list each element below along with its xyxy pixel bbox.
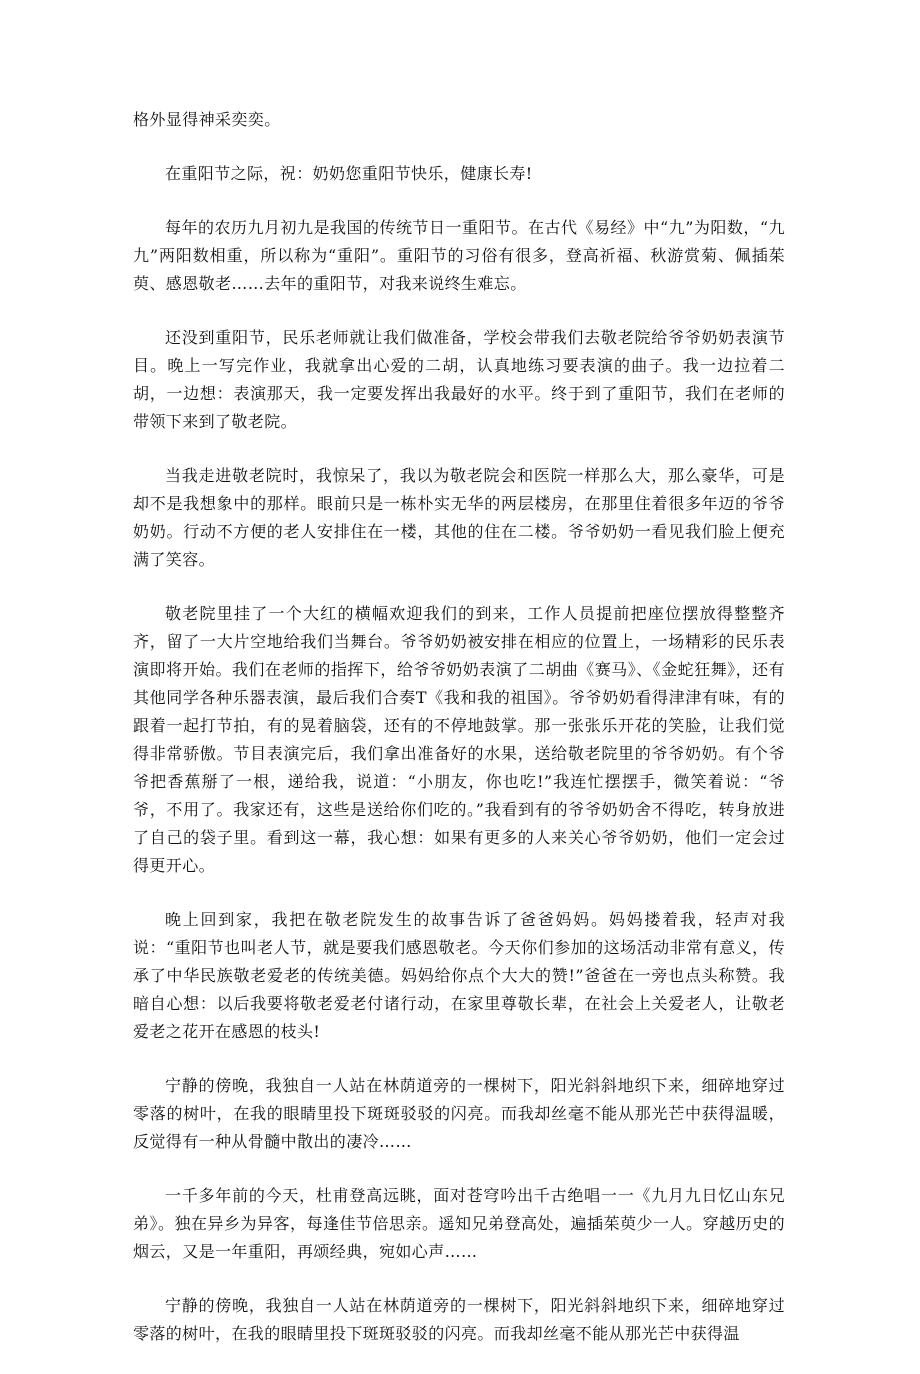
paragraph-9: 一千多年前的今天，杜甫登高远眺，面对苍穹吟出千古绝唱一一《九月九日忆山东兄弟》。独在异乡为异客，每逢佳节倍思亲。遥知兄弟登高处，遍插茱萸少一人。穿越历史的烟云，又是一年重阳，再颂经典，宛如心声…… (133, 1186, 785, 1261)
paragraph-4: 还没到重阳节，民乐老师就让我们做准备，学校会带我们去敬老院给爷爷奶奶表演节目。晚上一写完作业，我就拿出心爱的二胡，认真地练习要表演的曲子。我一边拉着二胡，一边想：表演那天，我一定要发挥出我最好的水平。终于到了重阳节，我们在老师的带领下来到了敬老院。 (133, 328, 785, 431)
paragraph-10: 宁静的傍晚，我独自一人站在林荫道旁的一棵树下，阳光斜斜地织下来，细碎地穿过零落的树叶，在我的眼睛里投下斑斑驳驳的闪亮。而我却丝毫不能从那光芒中获得温 (133, 1296, 785, 1343)
paragraph-8: 宁静的傍晚，我独自一人站在林荫道旁的一棵树下，阳光斜斜地织下来，细碎地穿过零落的树叶，在我的眼睛里投下斑斑驳驳的闪亮。而我却丝毫不能从那光芒中获得温暖，反觉得有一种从骨髓中散出的凄冷…… (133, 1076, 785, 1151)
paragraph-3: 每年的农历九月初九是我国的传统节日一重阳节。在古代《易经》中“九”为阳数，“九九”两阳数相重，所以称为“重阳”。重阳节的习俗有很多，登高祈福、秋游赏菊、佩插茱萸、感恩敬老……去年的重阳节，对我来说终生难忘。 (133, 218, 785, 293)
paragraph-5: 当我走进敬老院时，我惊呆了，我以为敬老院会和医院一样那么大，那么豪华，可是却不是我想象中的那样。眼前只是一栋朴实无华的两层楼房，在那里住着很多年迈的爷爷奶奶。行动不方便的老人安排住在一楼，其他的住在二楼。爷爷奶奶一看见我们脸上便充满了笑容。 (133, 466, 785, 569)
document-body (133, 106, 785, 1374)
paragraph-1: 格外显得神采奕奕。 (133, 110, 281, 129)
paragraph-7: 晚上回到家，我把在敬老院发生的故事告诉了爸爸妈妈。妈妈搂着我，轻声对我说：“重阳节也叫老人节，就是要我们感恩敬老。今天你们参加的这场活动非常有意义，传承了中华民族敬老爱老的传统美德。妈妈给你点个大大的赞!”爸爸在一旁也点头称赞。我暗自心想：以后我要将敬老爱老付诸行动，在家里尊敬长辈，在社会上关爱老人，让敬老爱老之花开在感恩的枝头! (133, 910, 785, 1041)
paragraph-2: 在重阳节之际，祝：奶奶您重阳节快乐，健康长寿! (165, 164, 533, 183)
paragraph-6: 敬老院里挂了一个大红的横幅欢迎我们的到来，工作人员提前把座位摆放得整整齐齐，留了一大片空地给我们当舞台。爷爷奶奶被安排在相应的位置上，一场精彩的民乐表演即将开始。我们在老师的指挥下，给爷爷奶奶表演了二胡曲《赛马》、《金蛇狂舞》，还有其他同学各种乐器表演，最后我们合奏T《我和我的祖国》。爷爷奶奶看得津津有味，有的跟着一起打节拍，有的晃着脑袋，还有的不停地鼓掌。那一张张乐开花的笑脸，让我们觉得非常骄傲。节目表演完后，我们拿出准备好的水果，送给敬老院里的爷爷奶奶。有个爷爷把香蕉掰了一根，递给我，说道：“小朋友，你也吃!”我连忙摆摆手，微笑着说：“爷爷，不用了。我家还有，这些是送给你们吃的。”我看到有的爷爷奶奶舍不得吃，转身放进了自己的袋子里。看到这一幕，我心想：如果有更多的人来关心爷爷奶奶，他们一定会过得更开心。 (133, 604, 785, 875)
